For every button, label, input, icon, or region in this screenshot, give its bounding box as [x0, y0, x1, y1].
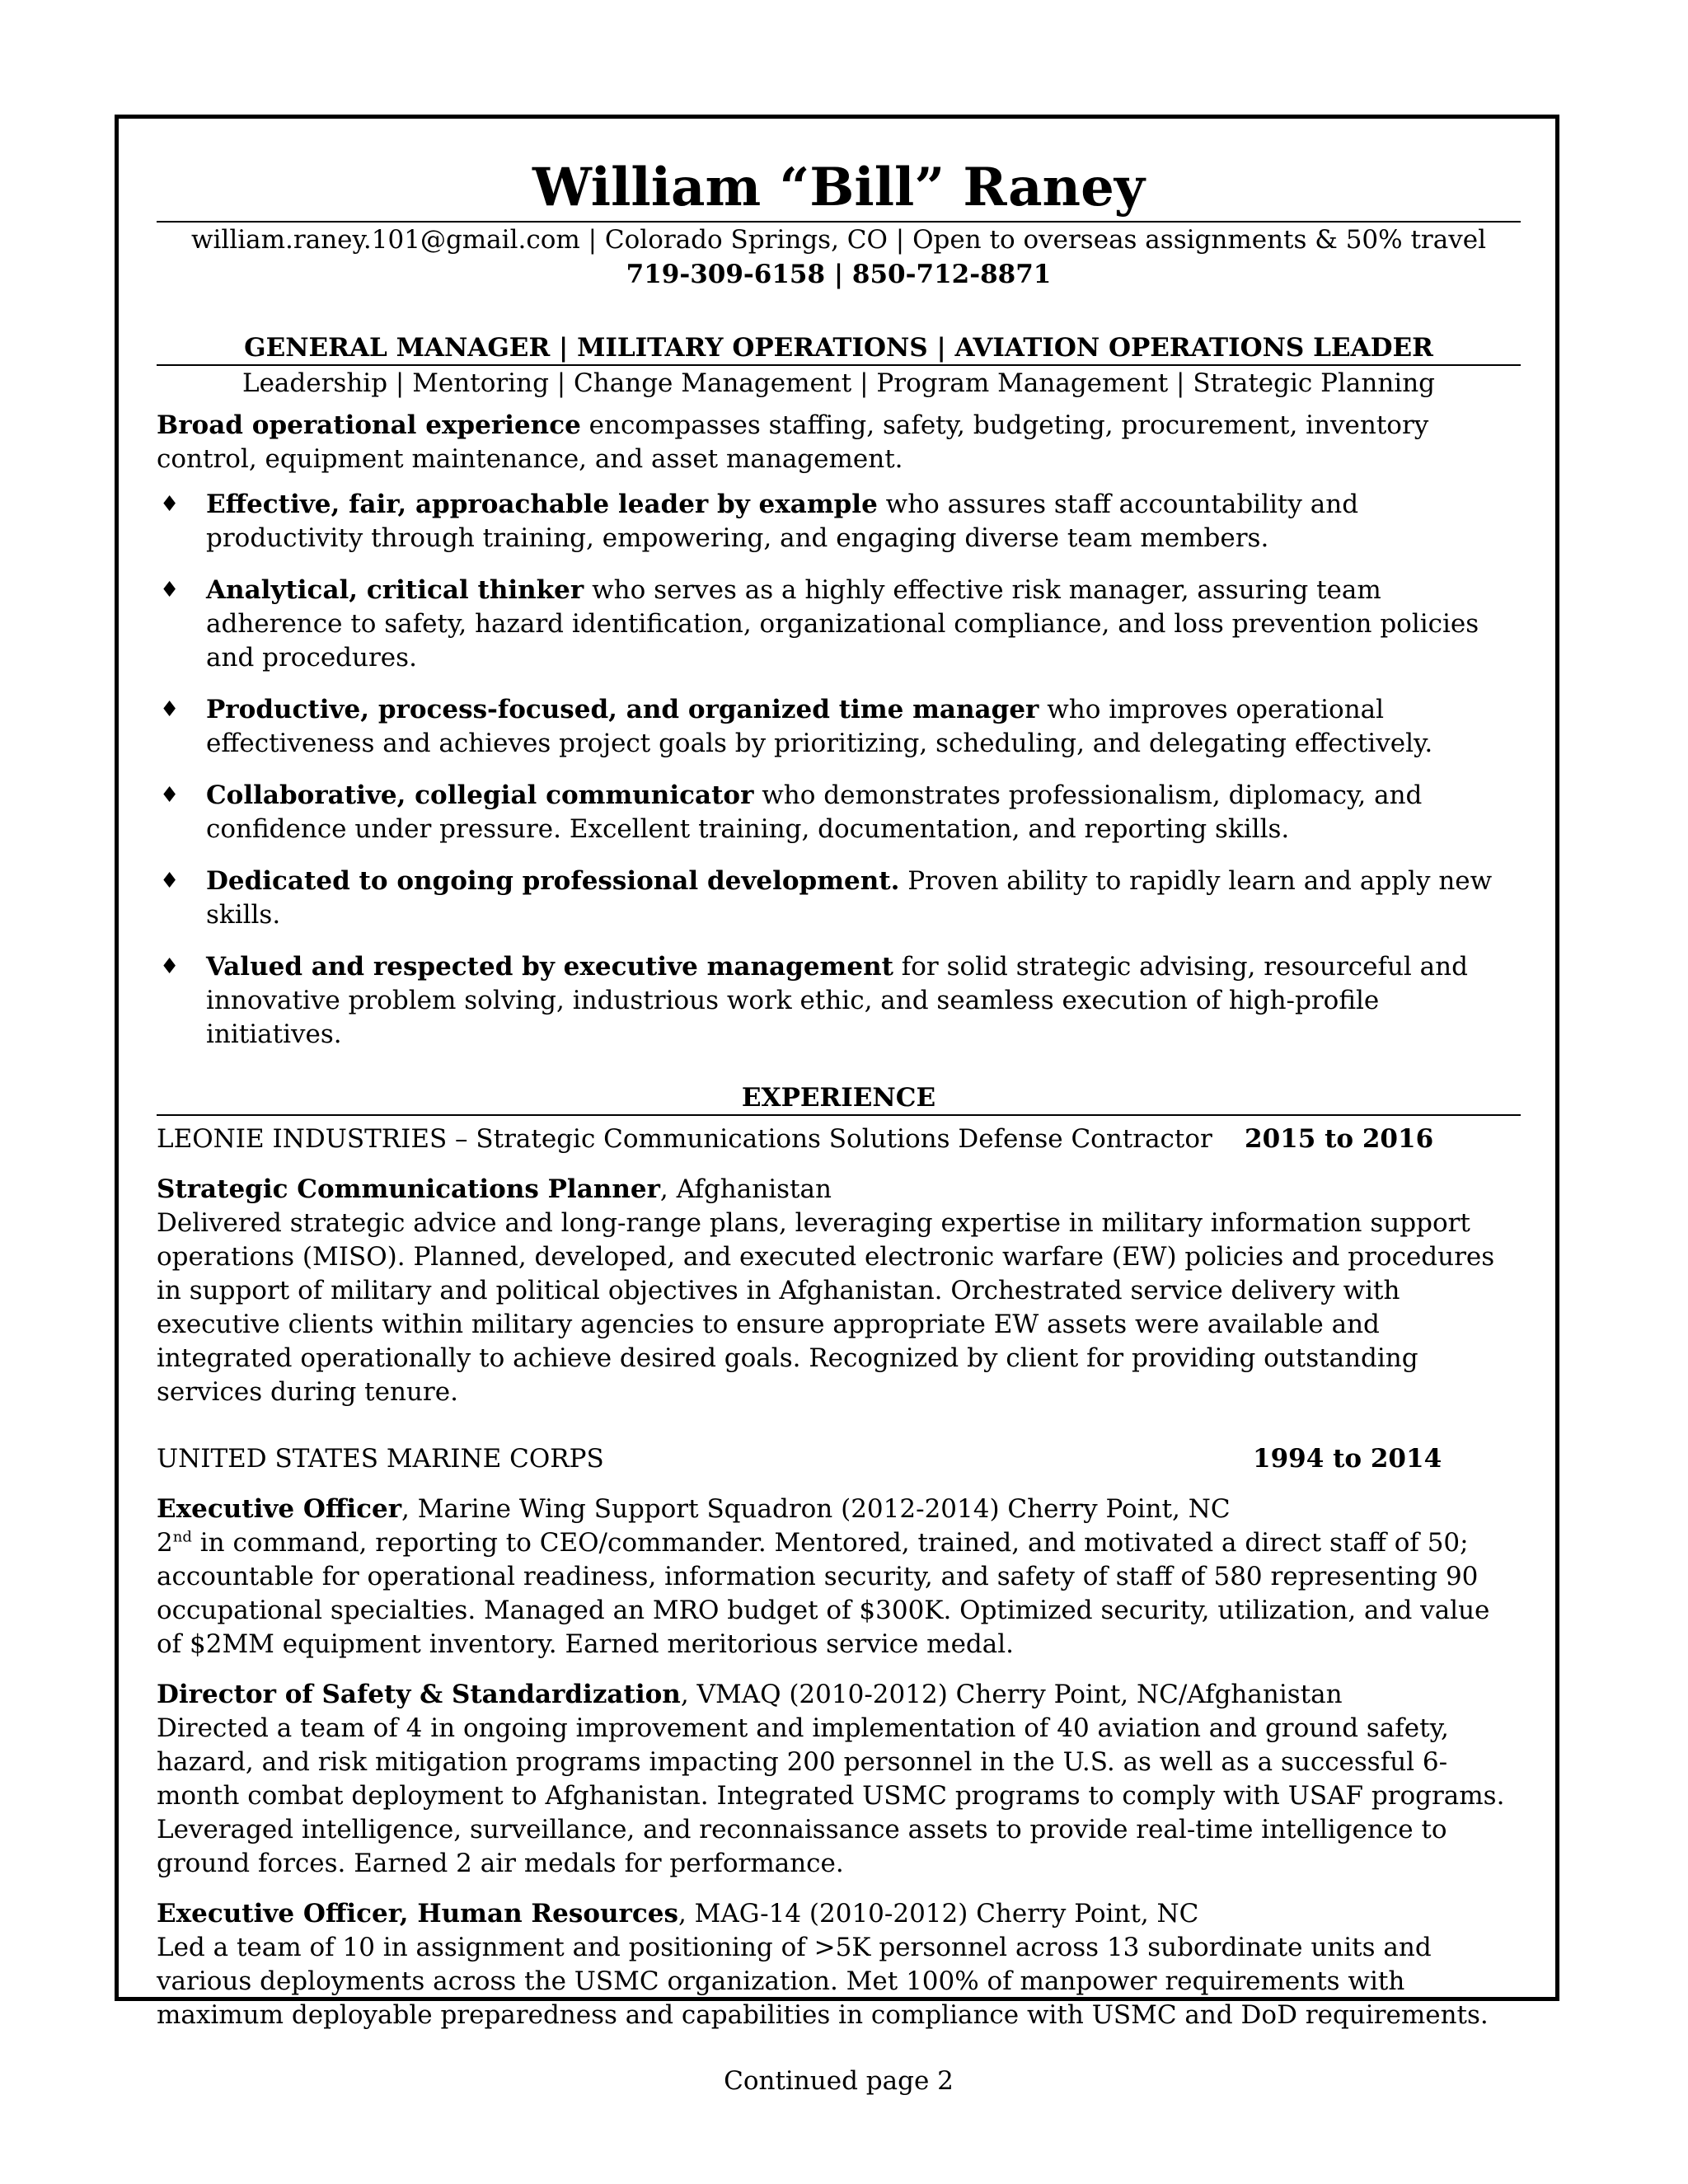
summary-bullets: [157, 488, 1521, 1052]
role-detail: , Afghanistan: [659, 1174, 832, 1204]
bullet-text: for solid strategic advising, resourceful and innovative problem solving, industrious work ethic, and seamless execution of high-profile initiatives.: [206, 952, 1468, 1049]
bullet-bold: Analytical, critical thinker: [206, 575, 584, 605]
summary-lead-text: encompasses staffing, safety, budgeting, procurement, inventory control, equipment maintenance, and asset management.: [157, 410, 1429, 474]
role-description: Directed a team of 4 in ongoing improvement and implementation of 40 aviation and ground safety, hazard, and risk mitigation programs impacting 200 personnel in the U.S. as well as a successful 6-month combat deployment to Afghanistan. Integrated USMC programs to comply with USAF programs. Leveraged intelligence, surveillance, and reconnaissance assets to provide real-time intelligence to ground forces. Earned 2 air medals for performance.: [157, 1713, 1505, 1878]
job-dates: 1994 to 2014: [1253, 1444, 1442, 1474]
diamond-bullet-icon: ♦: [160, 783, 180, 808]
role-description-text: in command, reporting to CEO/commander. Mentored, trained, and motivated a direct staff of 50; accountable for operational readiness, information security, and safety of staff of 580 representing 90 occupational specialties. Managed an MRO budget of $300K. Optimized security, utilization, and value of $2MM equipment inventory. Earned meritorious service medal.: [157, 1528, 1490, 1659]
bullet-bold: Dedicated to ongoing professional development.: [206, 866, 900, 896]
ordinal-number: 2: [157, 1528, 173, 1558]
list-item: [157, 950, 1521, 1052]
contact-info: william.raney.101@gmail.com | Colorado Springs, CO | Open to overseas assignments & 50% travel: [190, 225, 1486, 255]
diamond-bullet-icon: ♦: [160, 578, 180, 602]
role-heading: [157, 1173, 1521, 1207]
experience-divider: [157, 1114, 1521, 1116]
list-item: [157, 865, 1521, 932]
role-description: Led a team of 10 in assignment and positioning of >5K personnel across 13 subordinate units and various deployments across the USMC organization. Met 100% of manpower requirements with maximum deployable preparedness and capabilities in compliance with USMC and DoD requirements.: [157, 1933, 1489, 2030]
role-heading: [157, 1493, 1521, 1526]
experience-heading: EXPERIENCE: [741, 1083, 936, 1113]
job-header: [157, 1122, 1521, 1156]
bullet-text: who assures staff accountability and productivity through training, empowering, and engaging diverse team members.: [206, 490, 1359, 553]
role-description: [157, 1526, 1521, 1661]
list-item: [157, 574, 1521, 675]
diamond-bullet-icon: ♦: [160, 954, 180, 979]
list-item: [157, 488, 1521, 555]
job-entry-leonie: [157, 1122, 1521, 1409]
role-entry: [157, 1493, 1521, 1661]
job-dates: 2015 to 2016: [1245, 1124, 1434, 1154]
role-detail: , VMAQ (2010-2012) Cherry Point, NC/Afghanistan: [680, 1680, 1343, 1709]
phone-numbers: 719-309-6158 | 850-712-8871: [626, 260, 1052, 289]
bullet-bold: Productive, process-focused, and organized time manager: [206, 695, 1039, 724]
ordinal-suffix: nd: [172, 1528, 192, 1546]
job-header: [157, 1442, 1521, 1476]
diamond-bullet-icon: ♦: [160, 697, 180, 722]
role-detail: , Marine Wing Support Squadron (2012-2014) Cherry Point, NC: [401, 1494, 1231, 1524]
role-title: Director of Safety & Standardization: [157, 1680, 681, 1709]
list-item: [157, 693, 1521, 761]
bullet-text: who improves operational effectiveness and achieves project goals by prioritizing, scheduling, and delegating effectively.: [206, 695, 1433, 758]
role-entry: [157, 1173, 1521, 1409]
diamond-bullet-icon: ♦: [160, 492, 180, 517]
diamond-bullet-icon: ♦: [160, 869, 180, 893]
employer-name: UNITED STATES MARINE CORPS: [157, 1444, 604, 1474]
list-item: [157, 779, 1521, 846]
bullet-text: who serves as a highly effective risk manager, assuring team adherence to safety, hazard identification, organizational compliance, and loss prevention policies and procedures.: [206, 575, 1479, 673]
role-title: Executive Officer, Human Resources: [157, 1899, 678, 1929]
bullet-bold: Valued and respected by executive management: [206, 952, 893, 982]
role-description: Delivered strategic advice and long-range plans, leveraging expertise in military information support operations (MISO). Planned, developed, and executed electronic warfare (EW) policies and procedures in support of military and political objectives in Afghanistan. Orchestrated service delivery with executive clients within military agencies to ensure appropriate EW assets were available and integrated operationally to achieve desired goals. Recognized by client for providing outstanding services during tenure.: [157, 1208, 1495, 1407]
bullet-bold: Collaborative, collegial communicator: [206, 780, 754, 810]
role-entry: [157, 1897, 1521, 2032]
role-title: Strategic Communications Planner: [157, 1174, 660, 1204]
resume-page: [157, 157, 1521, 2098]
role-heading: [157, 1897, 1521, 1931]
keywords-line: Leadership | Mentoring | Change Management | Program Management | Strategic Planning: [241, 368, 1436, 398]
bullet-bold: Effective, fair, approachable leader by example: [206, 490, 878, 519]
role-heading: [157, 1678, 1521, 1712]
role-title: Executive Officer: [157, 1494, 402, 1524]
candidate-name: William “Bill” Raney: [532, 157, 1145, 218]
role-detail: , MAG-14 (2010-2012) Cherry Point, NC: [678, 1899, 1199, 1929]
bullet-text: Proven ability to rapidly learn and apply new skills.: [206, 866, 1493, 930]
job-entry-usmc: [157, 1442, 1521, 2032]
headline-title: GENERAL MANAGER | MILITARY OPERATIONS | AVIATION OPERATIONS LEADER: [244, 333, 1433, 363]
bullet-text: who demonstrates professionalism, diplomacy, and confidence under pressure. Excellent training, documentation, and reporting skills.: [206, 780, 1423, 844]
summary-lead-bold: Broad operational experience: [157, 410, 581, 440]
employer-name: LEONIE INDUSTRIES – Strategic Communications Solutions Defense Contractor: [157, 1124, 1212, 1154]
continued-note: Continued page 2: [724, 2066, 954, 2096]
summary-intro: [157, 409, 1521, 476]
role-entry: [157, 1678, 1521, 1881]
